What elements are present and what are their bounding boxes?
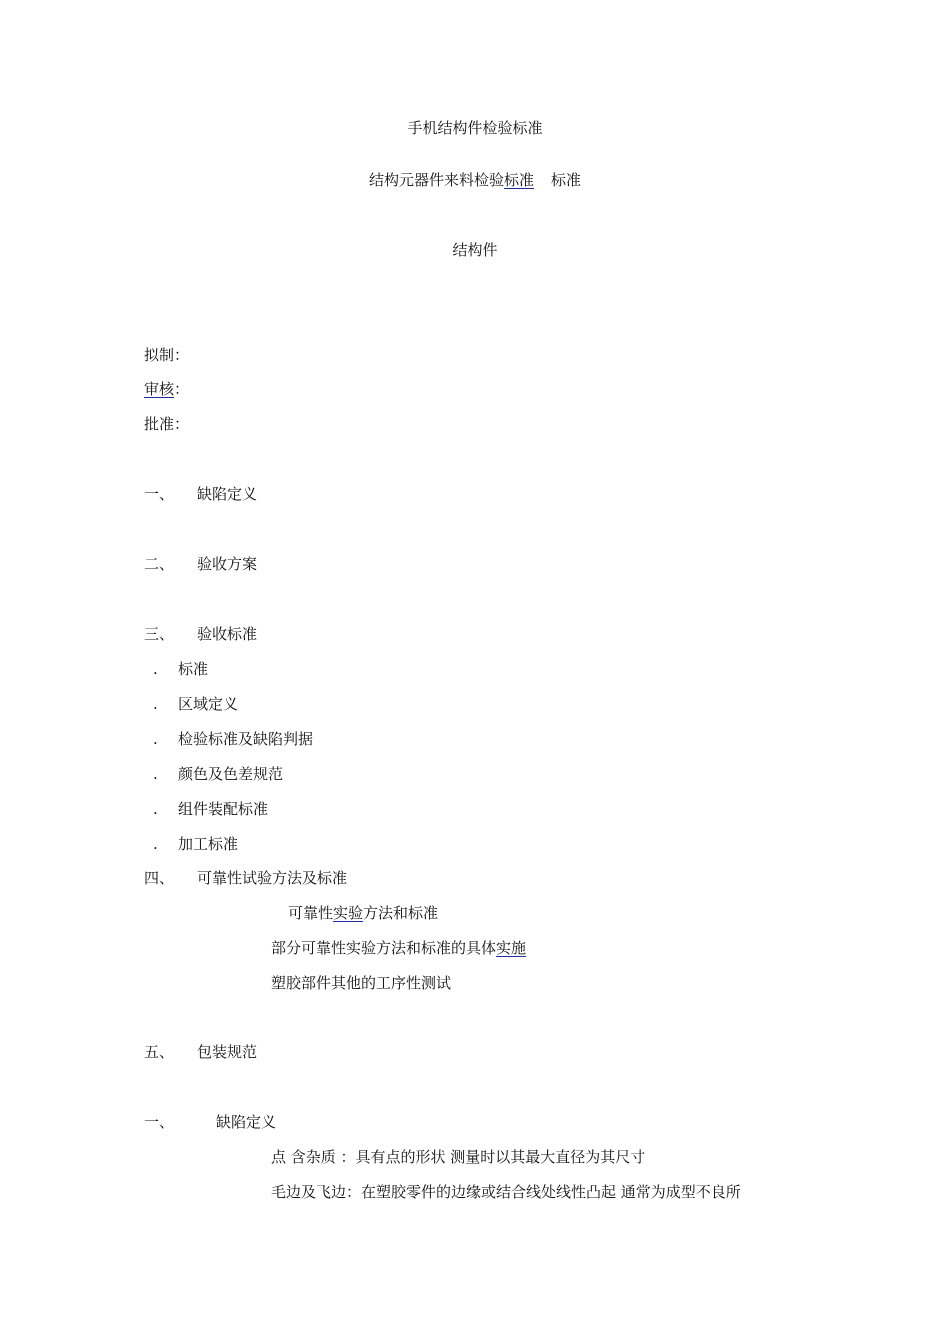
body-section-1-number: 一、 [144, 1113, 175, 1131]
toc-section-5-number: 五、 [144, 1043, 175, 1061]
toc-s3-item-dot: . [153, 695, 158, 713]
subtitle-link[interactable]: 标准 [503, 171, 534, 189]
s4b-pre: 部分可靠性实验方法和标准的具体 [271, 939, 497, 957]
s4a-post: 方法和标准 [363, 904, 439, 922]
toc-section-4-number: 四、 [144, 869, 175, 887]
toc-section-5-label: 包装规范 [197, 1043, 258, 1061]
toc-s3-item: 颜色及色差规范 [178, 765, 284, 783]
review-link[interactable]: 审核 [144, 380, 175, 398]
sign-approve: 批准： [144, 415, 190, 433]
toc-section-2-label: 验收方案 [197, 555, 258, 573]
toc-section-1-number: 一、 [144, 485, 175, 503]
body-section-1-heading: 缺陷定义 [216, 1113, 277, 1131]
toc-s4-sub-b [271, 938, 526, 958]
toc-section-4-label: 可靠性试验方法及标准 [197, 869, 348, 887]
toc-section-3-number: 三、 [144, 625, 175, 643]
sign-draft: 拟制： [144, 346, 190, 364]
toc-s3-item: 加工标准 [178, 835, 239, 853]
toc-section-3-label: 验收标准 [197, 625, 258, 643]
toc-s3-item: 标准 [178, 660, 209, 678]
toc-s4-sub-a [288, 903, 438, 923]
toc-section-1-label: 缺陷定义 [197, 485, 258, 503]
toc-s3-item: 检验标准及缺陷判据 [178, 730, 314, 748]
toc-s3-item-dot: . [153, 730, 158, 748]
toc-s3-item-dot: . [153, 660, 158, 678]
sign-review [144, 379, 189, 399]
document-subtitle [0, 170, 950, 190]
toc-s3-item-dot: . [153, 835, 158, 853]
s4a-pre: 可靠性 [288, 904, 334, 922]
subtitle-extra: 标准 [551, 171, 582, 189]
toc-s3-item-dot: . [153, 765, 158, 783]
review-colon: ： [174, 380, 190, 398]
toc-s3-item: 组件装配标准 [178, 800, 269, 818]
s4a-link[interactable]: 实验 [333, 904, 364, 922]
toc-s4-sub-c: 塑胶部件其他的工序性测试 [271, 974, 452, 992]
s4b-link[interactable]: 实施 [496, 939, 527, 957]
definition-point: 点 含杂质 ：具有点的形状 测量时以其最大直径为其尺寸 [271, 1148, 646, 1166]
subtitle-main: 结构元器件来料检验 [368, 171, 504, 189]
definition-burr: 毛边及飞边：在塑胶零件的边缘或结合线处线性凸起 通常为成型不良所 [271, 1183, 741, 1201]
toc-s3-item-dot: . [153, 800, 158, 818]
document-category: 结构件 [452, 241, 498, 259]
toc-s3-item: 区域定义 [178, 695, 239, 713]
toc-section-2-number: 二、 [144, 555, 175, 573]
page-title: 手机结构件检验标准 [407, 119, 543, 137]
